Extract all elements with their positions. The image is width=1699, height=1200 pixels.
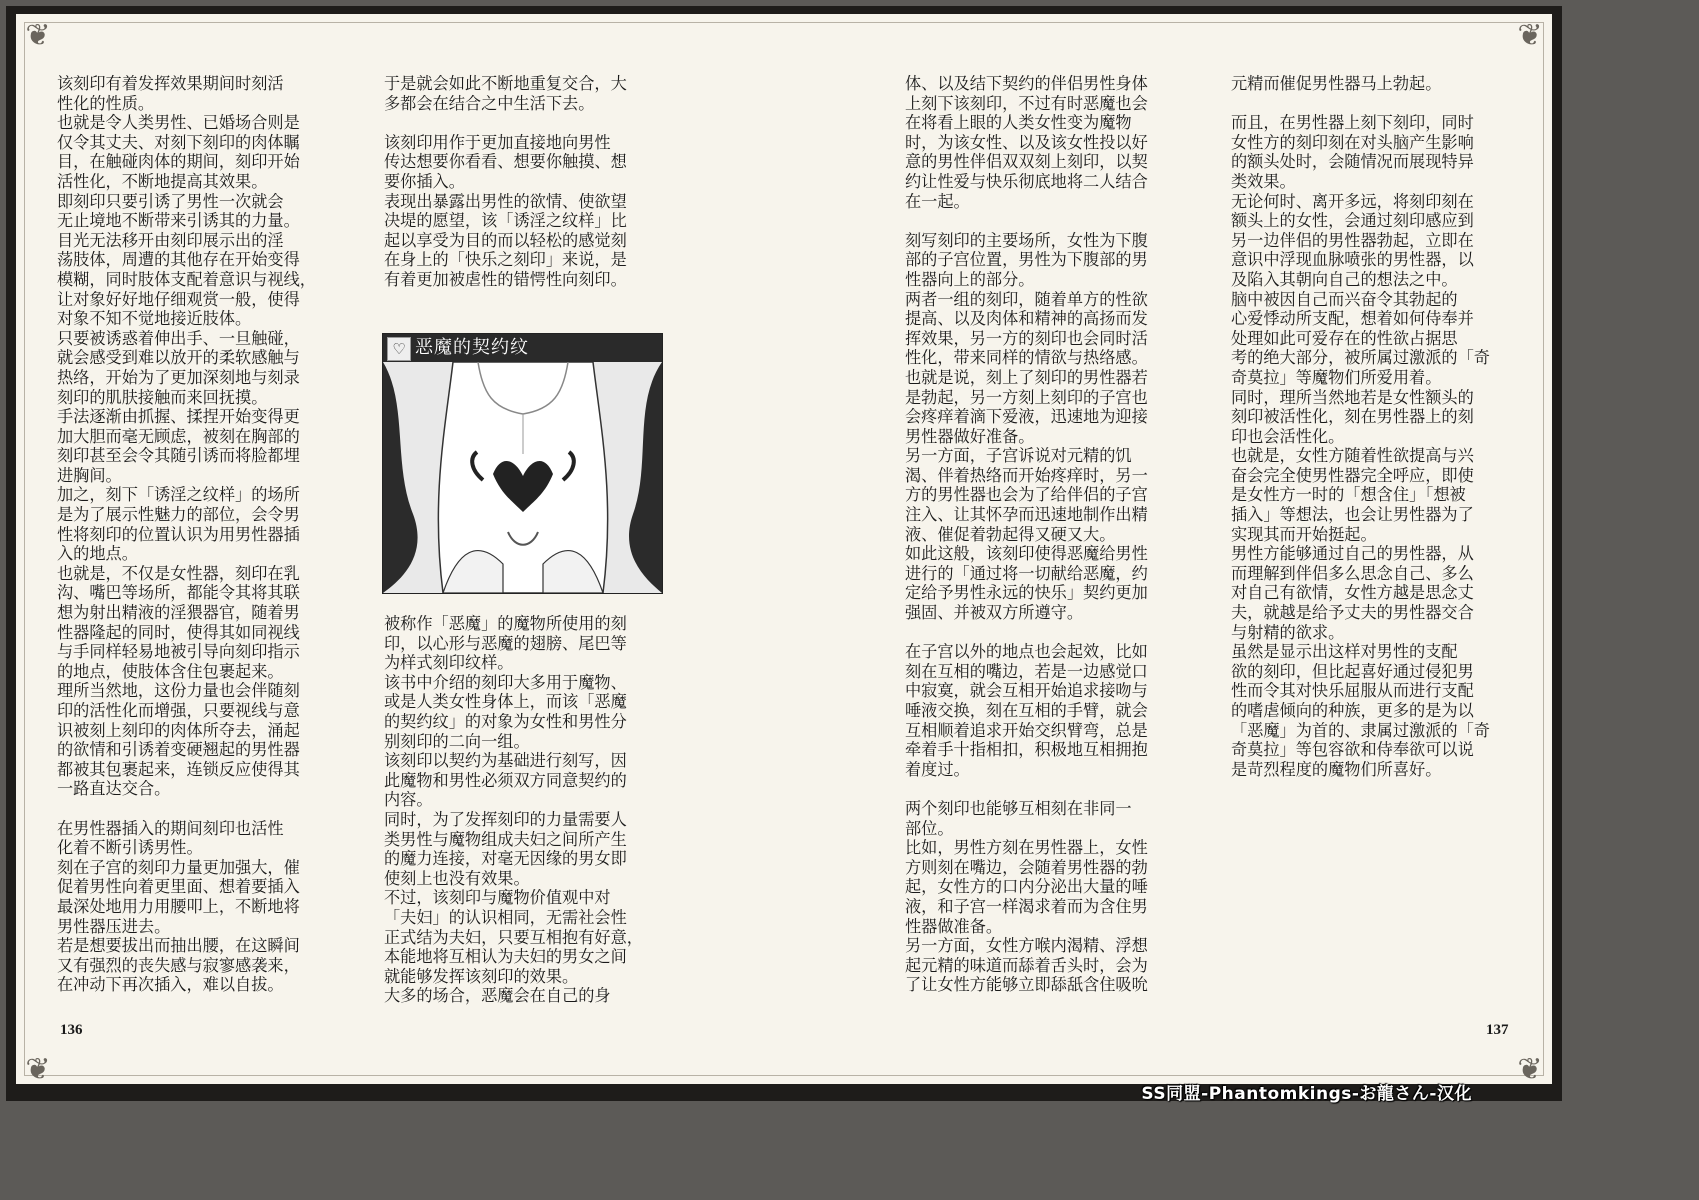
text-line: 该刻印有着发挥效果期间时刻活: [57, 74, 284, 93]
text-line: [384, 113, 627, 133]
text-line: 两个刻印也能够互相刻在非同一: [905, 798, 1132, 818]
text-line: 性化的性质。: [57, 93, 155, 113]
text-line: 在子宫以外的地点也会起效，比如: [905, 642, 1148, 662]
text-line: 也就是，女性方随着性欲提高与兴: [1231, 446, 1474, 466]
text-line: 考的绝大部分，被所属过激派的「奇: [1231, 348, 1490, 368]
text-line: 的地点，使肢体含住包裹起来。: [57, 661, 284, 681]
text-line: 加大胆而毫无顾虑，被刻在胸部的: [57, 426, 300, 446]
text-line: 定给予男性永远的快乐」契约更加: [905, 583, 1148, 603]
text-line: 唾液交换，刻在互相的手臂，就会: [905, 701, 1148, 720]
text-line: 实现其而开始挺起。: [1231, 524, 1377, 544]
text-line: 手法逐渐由抓握、揉捏开始变得更: [57, 407, 300, 427]
text-line: 理所当然地，这份力量也会伴随刻: [57, 681, 300, 701]
text-line: 奇莫拉」等包容欲和侍奉欲可以说: [1231, 740, 1474, 760]
text-line: 部位。: [905, 818, 954, 838]
text-line: 体、以及结下契约的伴侣男性身体: [905, 74, 1148, 93]
text-line: 及陷入其朝向自己的想法之中。: [1231, 269, 1458, 289]
text-line: 本能地将互相认为夫妇的男女之间: [384, 947, 627, 967]
text-line: 在冲动下再次插入，难以自拔。: [57, 975, 284, 995]
text-line: 促着男性向着更里面、想着要插入: [57, 877, 300, 897]
left-page-column-2-top: [384, 74, 627, 290]
text-line: 正式结为夫妇，只要互相抱有好意，: [384, 927, 643, 947]
text-line: 方的男性器也会为了给伴侣的子宫: [905, 485, 1148, 505]
text-line: 或是人类女性身体上，而该「恶魔: [384, 692, 627, 712]
text-line: 入的地点。: [57, 544, 138, 564]
text-line: 不过，该刻印与魔物价值观中对: [384, 888, 611, 908]
text-line: 刻印被活性化，刻在男性器上的刻: [1231, 407, 1474, 427]
text-line: 该书中介绍的刻印大多用于魔物、: [384, 672, 627, 692]
text-line: 男性方能够通过自己的男性器，从: [1231, 544, 1474, 564]
right-page-column-2: [1231, 74, 1490, 779]
text-line: 刻印甚至会令其随引诱而将脸都埋: [57, 446, 300, 466]
text-line: 是勃起，另一方刻上刻印的子宫也: [905, 387, 1148, 407]
text-line: 内容。: [384, 790, 433, 810]
text-line: 就能够发挥该刻印的效果。: [384, 966, 579, 986]
text-line: [1231, 94, 1490, 114]
text-line: 部的子宫位置，男性为下腹部的男: [905, 250, 1148, 270]
text-line: 约让性爱与快乐彻底地将二人结合: [905, 171, 1148, 191]
text-line: 性将刻印的位置认识为用男性器插: [57, 524, 300, 544]
text-line: 都被其包裹起来，连锁反应使得其: [57, 759, 300, 779]
text-line: 别刻印的二向一组。: [384, 731, 530, 751]
text-line: 在将看上眼的人类女性变为魔物: [905, 113, 1132, 133]
heart-badge-icon: ♡: [387, 337, 411, 361]
text-line: [905, 211, 1148, 231]
text-line: 活性化，不断地提高其效果。: [57, 171, 268, 191]
text-line: 是女性方一时的「想含住」「想被: [1231, 485, 1466, 505]
text-line: 而理解到伴侣多么思念自己、多么: [1231, 563, 1474, 583]
text-line: 也就是，不仅是女性器，刻印在乳: [57, 563, 300, 583]
text-line: 意识中浮现血脉喷张的男性器，以: [1231, 250, 1474, 270]
corner-ornament-bottom-right: ❦: [1517, 1052, 1543, 1087]
text-line: 就会感受到难以放开的柔软感触与: [57, 348, 300, 368]
text-line: 的嗜虐倾向的种族，更多的是为以: [1231, 701, 1474, 720]
text-line: 两者一组的刻印，随着单方的性欲: [905, 289, 1148, 309]
text-line: 模糊，同时肢体支配着意识与视线，: [57, 269, 316, 289]
left-page-column-1: [57, 74, 316, 995]
text-line: 「夫妇」的认识相同，无需社会性: [384, 907, 627, 927]
text-line: 有着更加被虐性的错愕性向刻印。: [384, 269, 627, 289]
text-line: 类效果。: [1231, 171, 1296, 191]
text-line: 沟、嘴巴等场所，都能令其将其联: [57, 583, 300, 603]
text-line: 男性器做好准备。: [905, 426, 1035, 446]
text-line: 刻在子宫的刻印力量更加强大，催: [57, 857, 300, 877]
text-line: 「恶魔」为首的、隶属过激派的「奇: [1231, 720, 1490, 740]
text-line: 另一边伴侣的男性器勃起，立即在: [1231, 230, 1474, 250]
text-line: 加之，刻下「诱淫之纹样」的场所: [57, 485, 300, 505]
text-line: 上刻下该刻印，不过有时恶魔也会: [905, 93, 1148, 113]
text-line: 此魔物和男性必须双方同意契约的: [384, 770, 627, 790]
text-line: 无止境地不断带来引诱其的力量。: [57, 211, 300, 231]
text-line: 性而令其对快乐屈服从而进行支配: [1231, 681, 1474, 701]
text-line: 于是就会如此不断地重复交合，大: [384, 74, 627, 93]
text-line: 对自己有欲情，女性方越是思念丈: [1231, 583, 1474, 603]
text-line: 决堤的愿望，该「诱淫之纹样」比: [384, 211, 627, 231]
text-line: 印的活性化而增强，只要视线与意: [57, 701, 300, 720]
text-line: 夫，就越是给予丈夫的男性器交合: [1231, 603, 1474, 623]
text-line: 该刻印以契约为基础进行刻写，因: [384, 751, 627, 771]
text-line: 处理如此可爱存在的性欲占据思: [1231, 328, 1458, 348]
text-line: 使刻上也没有效果。: [384, 868, 530, 888]
text-line: 在身上的「快乐之刻印」来说，是: [384, 250, 627, 270]
text-line: 牵着手十指相扣，积极地互相拥抱: [905, 740, 1148, 760]
text-line: [57, 799, 316, 819]
text-line: 是苛烈程度的魔物们所喜好。: [1231, 759, 1442, 779]
text-line: 大多的场合，恶魔会在自己的身: [384, 986, 611, 1006]
text-line: 女性方的刻印刻在对头脑产生影响: [1231, 132, 1474, 152]
text-line: 让对象好好地仔细观赏一般，使得: [57, 289, 300, 309]
text-line: 虽然是显示出这样对男性的支配: [1231, 642, 1458, 662]
text-line: 对象不知不觉地接近肢体。: [57, 309, 252, 329]
text-line: 印也会活性化。: [1231, 426, 1345, 446]
illustration-panel: [382, 333, 663, 594]
text-line: 起元精的味道而舔着舌头时，会为: [905, 955, 1148, 975]
text-line: 一路直达交合。: [57, 779, 171, 799]
text-line: 起，女性方的口内分泌出大量的唾: [905, 877, 1148, 897]
text-line: 中寂寞，就会互相开始追求接吻与: [905, 681, 1148, 701]
text-line: 挥效果，另一方的刻印也会同时活: [905, 328, 1148, 348]
text-line: 奇莫拉」等魔物们所爱用着。: [1231, 367, 1442, 387]
text-line: 最深处地用力用腰叩上，不断地将: [57, 896, 300, 916]
text-line: 在一起。: [905, 191, 970, 211]
text-line: 刻印的肌肤接触而来回抚摸。: [57, 387, 268, 407]
text-line: 性器向上的部分。: [905, 269, 1035, 289]
text-line: 意的男性伴侣双双刻上刻印，以契: [905, 152, 1148, 172]
text-line: 同时，为了发挥刻印的力量需要人: [384, 809, 627, 829]
page-number-right: 137: [1486, 1022, 1509, 1038]
text-line: 提高、以及肉体和精神的高扬而发: [905, 309, 1148, 329]
text-line: 欲的刻印，但比起喜好通过侵犯男: [1231, 661, 1474, 681]
left-page-column-2-bottom: [384, 614, 643, 1006]
translator-watermark: SS同盟-Phantomkings-お龍さん-汉化: [1141, 1084, 1472, 1104]
text-line: 液、催促着勃起得又硬又大。: [905, 524, 1116, 544]
page-number-left: 136: [60, 1022, 83, 1038]
text-line: 奋会完全使男性器完全呼应，即使: [1231, 465, 1474, 485]
text-line: 无论何时、离开多远，将刻印刻在: [1231, 191, 1474, 211]
text-line: 与射精的欲求。: [1231, 622, 1345, 642]
text-line: 被称作「恶魔」的魔物所使用的刻: [384, 614, 627, 633]
text-line: 刻写刻印的主要场所，女性为下腹: [905, 230, 1148, 250]
text-line: 渴、伴着热络而开始疼痒时，另一: [905, 465, 1148, 485]
corner-ornament-bottom-left: ❦: [25, 1052, 51, 1087]
text-line: 插入」等想法，也会让男性器为了: [1231, 505, 1474, 525]
text-line: 脑中被因自己而兴奋令其勃起的: [1231, 289, 1458, 309]
text-line: 化着不断引诱男性。: [57, 838, 203, 858]
text-line: 的魔力连接，对毫无因缘的男女即: [384, 849, 627, 869]
text-line: 的契约纹」的对象为女性和男性分: [384, 711, 627, 731]
text-line: 的欲情和引诱着变硬翘起的男性器: [57, 740, 300, 760]
text-line: 也就是令人类男性、已婚场合则是: [57, 113, 300, 133]
text-line: 性化，带来同样的情欲与热络感。: [905, 348, 1148, 368]
text-line: 同时，理所当然地若是女性额头的: [1231, 387, 1474, 407]
text-line: 类男性与魔物组成夫妇之间所产生: [384, 829, 627, 849]
text-line: 方则刻在嘴边，会随着男性器的勃: [905, 857, 1148, 877]
text-line: 荡肢体，周遭的其他存在开始变得: [57, 250, 300, 270]
text-line: 心爱悸动所支配，想着如何侍奉并: [1231, 309, 1474, 329]
text-line: 多都会在结合之中生活下去。: [384, 93, 595, 113]
text-line: 目，在触碰肉体的期间，刻印开始: [57, 152, 300, 172]
corner-ornament-top-left: ❦: [25, 18, 51, 53]
text-line: 又有强烈的丧失感与寂寥感袭来，: [57, 955, 300, 975]
text-line: 的额头处时，会随情况而展现特异: [1231, 152, 1474, 172]
text-line: 表现出暴露出男性的欲情、使欲望: [384, 191, 627, 211]
text-line: 为样式刻印纹样。: [384, 653, 514, 673]
text-line: 性器隆起的同时，使得其如同视线: [57, 622, 300, 642]
text-line: 强固、并被双方所遵守。: [905, 603, 1084, 623]
text-line: 时，为该女性、以及该女性投以好: [905, 132, 1148, 152]
text-line: 如此这般，该刻印使得恶魔给男性: [905, 544, 1148, 564]
text-line: 目光无法移开由刻印展示出的淫: [57, 230, 284, 250]
text-line: 男性器压进去。: [57, 916, 171, 936]
text-line: 该刻印用作于更加直接地向男性: [384, 132, 611, 152]
text-line: 会疼痒着滴下爱液，迅速地为迎接: [905, 407, 1148, 427]
corner-ornament-top-right: ❦: [1517, 18, 1543, 53]
text-line: 互相顺着追求开始交织臂弯，总是: [905, 720, 1148, 740]
text-line: 液，和子宫一样渴求着而为含住男: [905, 896, 1148, 916]
text-line: 注入、让其怀孕而迅速地制作出精: [905, 505, 1148, 525]
text-line: 若是想要拔出而抽出腰，在这瞬间: [57, 936, 300, 956]
text-line: 另一方面，女性方喉内渴精、浮想: [905, 936, 1148, 956]
text-line: 进胸间。: [57, 465, 122, 485]
text-line: 性器做准备。: [905, 916, 1003, 936]
text-line: 想为射出精液的淫猥器官，随着男: [57, 603, 300, 623]
text-line: 着度过。: [905, 759, 970, 779]
text-line: 与手同样轻易地被引导向刻印指示: [57, 642, 300, 662]
text-line: 刻在互相的嘴边，若是一边感觉口: [905, 661, 1148, 681]
text-line: 即刻印只要引诱了男性一次就会: [57, 191, 284, 211]
text-line: 元精而催促男性器马上勃起。: [1231, 74, 1442, 93]
text-line: [905, 623, 1148, 643]
text-line: 额头上的女性，会通过刻印感应到: [1231, 211, 1474, 231]
illustration-figure: [383, 334, 662, 593]
text-line: 了让女性方能够立即舔舐含住吸吮: [905, 975, 1148, 995]
text-line: 热络，开始为了更加深刻地与刻录: [57, 367, 300, 387]
text-line: 识被刻上刻印的肉体所夺去，涌起: [57, 720, 300, 740]
text-line: 另一方面，子宫诉说对元精的饥: [905, 446, 1132, 466]
text-line: 是为了展示性魅力的部位，会令男: [57, 505, 300, 525]
text-line: 起以享受为目的而以轻松的感觉刻: [384, 230, 627, 250]
right-page-column-1: [905, 74, 1148, 995]
illustration-title: 恶魔的契约纹: [415, 337, 529, 358]
text-line: 比如，男性方刻在男性器上，女性: [905, 838, 1148, 858]
text-line: 而且，在男性器上刻下刻印，同时: [1231, 113, 1474, 133]
text-line: 在男性器插入的期间刻印也活性: [57, 818, 284, 838]
text-line: 印，以心形与恶魔的翅膀、尾巴等: [384, 633, 627, 653]
text-line: 仅令其丈夫、对刻下刻印的肉体瞩: [57, 132, 300, 152]
text-line: 也就是说，刻上了刻印的男性器若: [905, 367, 1148, 387]
text-line: 只要被诱惑着伸出手、一旦触碰，: [57, 328, 300, 348]
text-line: 进行的「通过将一切献给恶魔，约: [905, 563, 1148, 583]
text-line: 要你插入。: [384, 171, 465, 191]
text-line: 传达想要你看看、想要你触摸、想: [384, 152, 627, 172]
text-line: [905, 779, 1148, 799]
